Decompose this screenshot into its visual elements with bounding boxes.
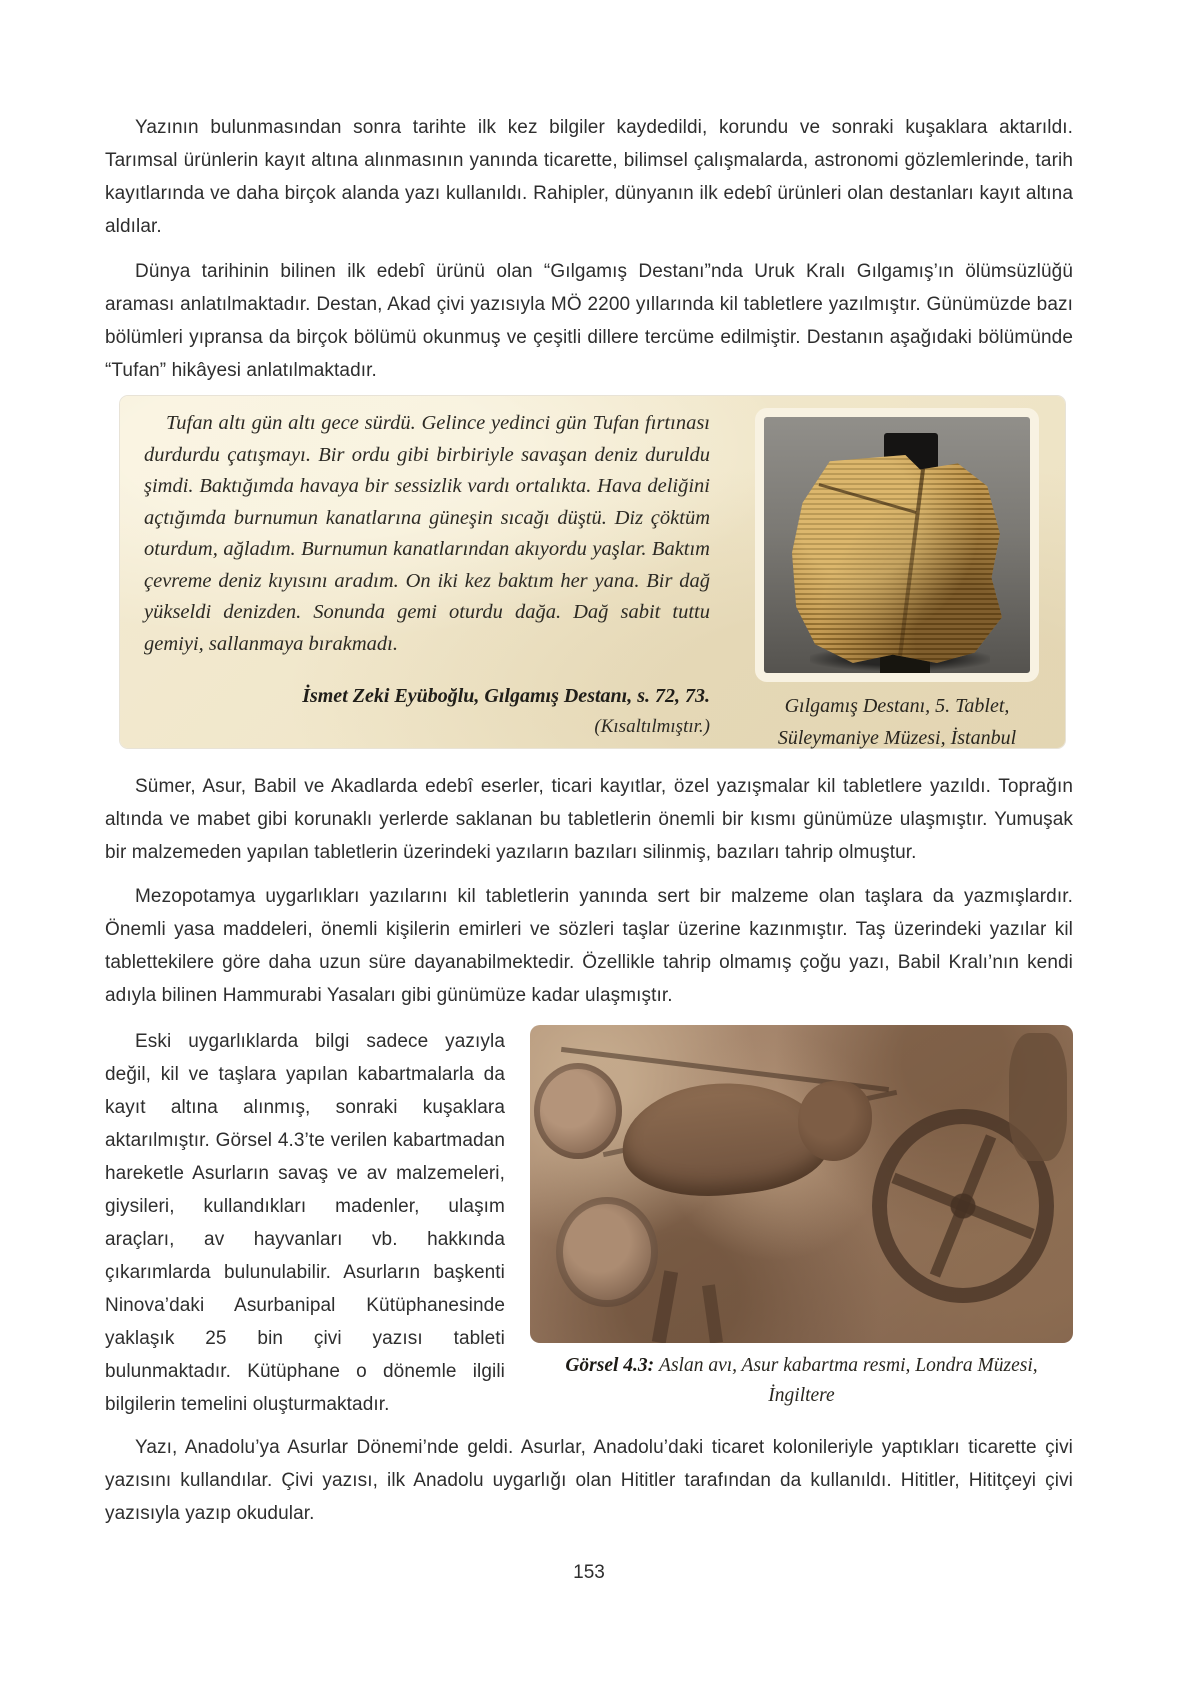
epic-excerpt-text: Tufan altı gün altı gece sürdü. Gelince yedinci gün Tufan fırtınası durdurdu çatışmayı. Bir ordu gibi birbiriyle savaşan deniz duruldu şimdi. Baktığımda havaya bir sessizlik vardı ortalıkta. Hava deliğini açtığımda burnumun kanatlarına güneşin sıcağı düştü. Diz çöktüm oturdum, ağladım. Burnumun kanatlarından akıyordu yaşlar. Baktım çevreme deniz kıyısını aradım. On iki kez baktım her yana. Bir dağ yükseldi denizden. Sonunda gemi oturdu dağa. Dağ sabit tuttu gemiyi, sallanmaya bırakmadı. <box>144 412 710 655</box>
paragraph-gilgamesh-intro: Dünya tarihinin bilinen ilk edebî ürünü olan “Gılgamış Destanı”nda Uruk Kralı Gılgamış’ın ölümsüzlüğü araması anlatılmaktadır. Destan, Akad çivi yazısıyla MÖ 2200 yıllarında kil tabletlere yazılmıştır. Günümüzde bazı bölümleri yıpransa da birçok bölümü okunmuş ve çeşitli dillere tercüme edilmiştir. Destanın aşağıdaki bölümünde “Tufan” hikâyesi anlatılmaktadır. <box>105 261 1073 381</box>
figure-number-label: Görsel 4.3: <box>565 1355 655 1376</box>
relief-shield-shape <box>556 1197 658 1307</box>
paragraph-anatolia-writing: Yazı, Anadolu’ya Asurlar Dönemi’nde geldi. Asurlar, Anadolu’daki ticaret kolonileriyle yaptıkları ticarette çivi yazısını kullandılar. Çivi yazısı, ilk Anadolu uygarlığı olan Hititler tarafından da kullanıldı. Hititler, Hititçeyi çivi yazısıyla yazıp okudular. <box>105 1437 1073 1524</box>
quote-attribution <box>302 680 710 742</box>
paragraph-stone-inscriptions: Mezopotamya uygarlıkları yazılarını kil tabletlerin yanında sert bir malzeme olan taşlara da yazmışlardır. Önemli yasa maddeleri, önemli kişilerin emirleri ve sözleri taşlar üzerine kazınmıştır. Taş üzerindeki yazılar kil tablettekilere göre daha uzun süre dayanabilmektedir. Özellikle tahrip olmamış çoğu yazı, Babil Kralı’nın kendi adıyla bilinen Hammurabi Yasaları gibi günümüze kadar ulaşmıştır. <box>105 886 1073 1006</box>
relief-leg-shape <box>702 1284 723 1343</box>
paragraph-clay-tablets: Sümer, Asur, Babil ve Akadlarda edebî eserler, ticari kayıtlar, özel yazışmalar kil tabletlere yazıldı. Toprağın altında ve mabet gibi korunaklı yerlerde saklanan bu tabletlerin önemli bir kısmı günümüze ulaşmıştır. Yumuşak bir malzemeden yapılan tabletlerin üzerindeki yazıların bazıları silinmiş, bazıları tahrip olmuştur. <box>105 776 1073 863</box>
tablet-caption-line1: Gılgamış Destanı, 5. Tablet, <box>784 695 1010 717</box>
relief-leg-shape <box>652 1270 678 1343</box>
relief-archer-shape <box>1009 1033 1067 1161</box>
paragraph-reliefs-library: Eski uygarlıklarda bilgi sadece yazıyla değil, kil ve taşlara yapılan kabartmalarla da kayıt altına alınmış, sonraki kuşaklara aktarılmıştır. Görsel 4.3’te verilen kabartmadan hareketle Asurların savaş ve av malzemeleri, giysileri, kullandıkları madenler, ulaşım araçları, av hayvanları vb. hakkında çıkarımlarda bulunulabilir. Asurların başkenti Ninova’daki Asurbanipal Kütüphanesinde yaklaşık 25 bin çivi yazısı tableti bulunmaktadır. Kütüphane o dönemle ilgili bilgilerin temelini oluşturmaktadır. <box>105 1031 505 1415</box>
relief-shield-shape <box>534 1063 622 1159</box>
quote-text-column <box>144 408 710 748</box>
clay-tablet-shape <box>792 455 1002 663</box>
paragraph-writing-history: Yazının bulunmasından sonra tarihte ilk kez bilgiler kaydedildi, korundu ve sonraki kuşaklara aktarıldı. Tarımsal ürünlerin kayıt altına alınmasının yanında ticarette, bilimsel çalışmalarda, astronomi gözlemlerinde, tarih kayıtlarında ve daha birçok alanda yazı kullanıldı. Rahipler, dünyanın ilk edebî ürünleri olan destanları kayıt altına aldılar. <box>105 117 1073 237</box>
page-number: 153 <box>573 1562 605 1583</box>
lion-hunt-relief-image <box>530 1025 1073 1343</box>
text-and-relief-section <box>105 1025 1073 1421</box>
tablet-caption <box>755 690 1039 754</box>
figure-caption-text: Aslan avı, Asur kabartma resmi, Londra Müzesi, İngiltere <box>659 1355 1038 1406</box>
quote-source: İsmet Zeki Eyüboğlu, Gılgamış Destanı, s. 72, 73. <box>302 685 710 707</box>
relief-lion-body-shape <box>617 1073 833 1206</box>
quote-abridged-note: (Kısaltılmıştır.) <box>594 716 710 737</box>
relief-figure <box>530 1025 1073 1421</box>
relief-lion-head-shape <box>798 1081 872 1161</box>
relief-caption <box>542 1351 1062 1411</box>
tablet-caption-line2: Süleymaniye Müzesi, İstanbul <box>777 727 1017 749</box>
tablet-figure <box>755 408 1039 748</box>
gilgamesh-tablet-image <box>755 408 1039 682</box>
gilgamesh-quote-box <box>120 396 1065 748</box>
